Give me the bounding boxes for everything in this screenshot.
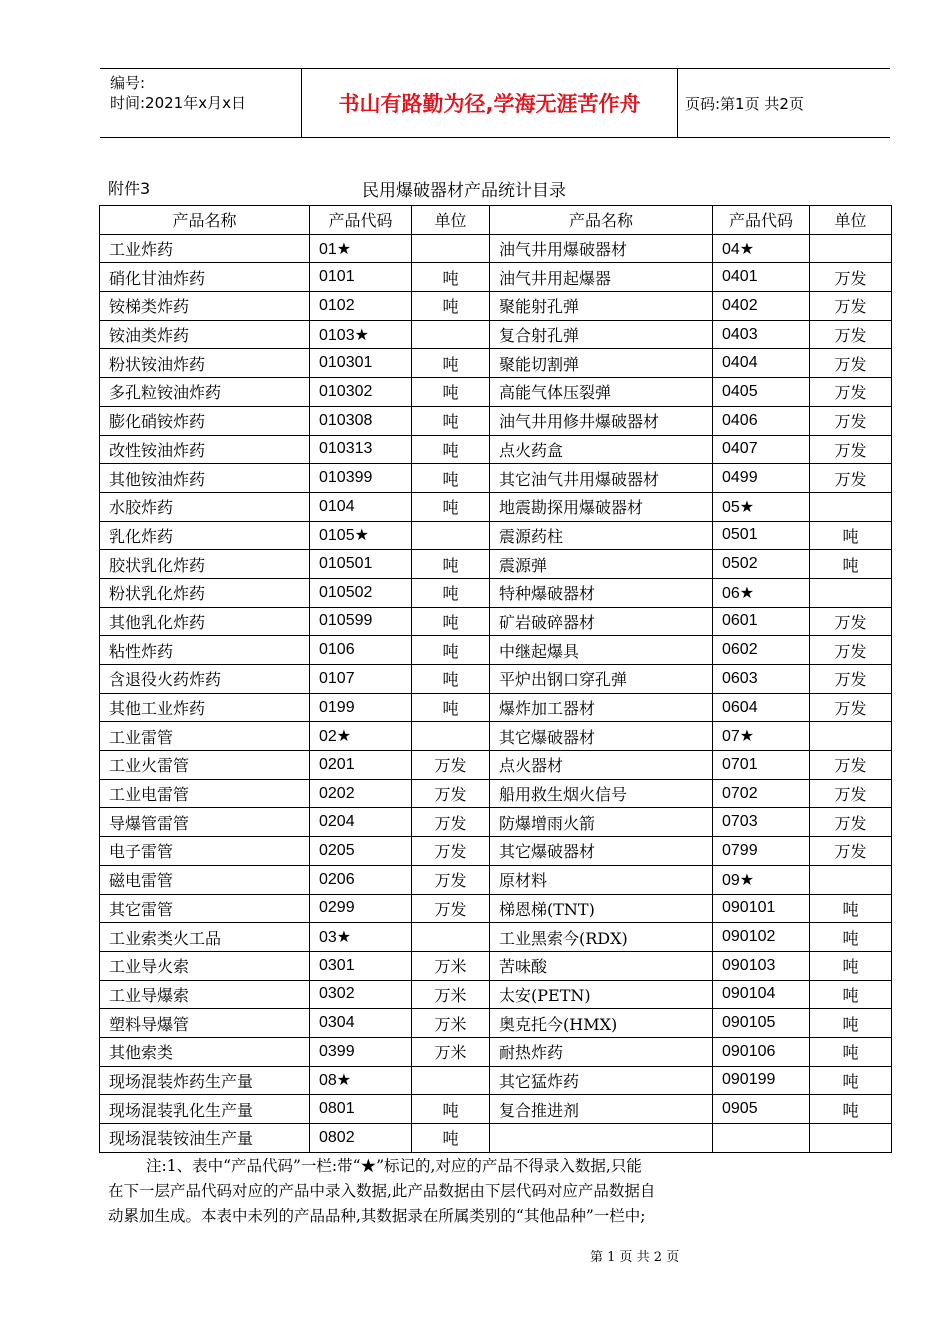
table-row: [100, 894, 892, 923]
product-name-cell: 复合推进剂: [490, 1095, 713, 1124]
product-code-cell: 0602: [713, 636, 810, 665]
product-code-cell: 010599: [310, 607, 412, 636]
product-name-cell: 聚能射孔弹: [490, 292, 713, 321]
unit-cell: [810, 1124, 892, 1153]
unit-cell: 万发: [810, 636, 892, 665]
table-row: [100, 837, 892, 866]
note-line: 动累加生成。本表中未列的产品品种,其数据录在所属类别的“其他品种”一栏中;: [108, 1207, 646, 1225]
table-row: [100, 578, 892, 607]
product-catalog-table: [99, 205, 892, 1153]
unit-cell: 吨: [810, 1066, 892, 1095]
product-name-cell: [490, 1124, 713, 1153]
product-code-cell: 0502: [713, 550, 810, 579]
product-code-cell: 010301: [310, 349, 412, 378]
product-code-cell: 090106: [713, 1037, 810, 1066]
product-code-cell: 0905: [713, 1095, 810, 1124]
product-name-cell: 膨化硝铵炸药: [100, 406, 310, 435]
table-row: [100, 1124, 892, 1153]
unit-cell: 吨: [412, 406, 490, 435]
column-header: 产品名称: [100, 206, 310, 235]
product-code-cell: 0202: [310, 779, 412, 808]
unit-cell: 吨: [412, 464, 490, 493]
unit-cell: 万发: [810, 435, 892, 464]
unit-cell: 吨: [412, 636, 490, 665]
product-code-cell: 0106: [310, 636, 412, 665]
product-name-cell: 工业导爆索: [100, 980, 310, 1009]
note-line: 在下一层产品代码对应的产品中录入数据,此产品数据由下层代码对应产品数据自: [108, 1182, 656, 1200]
table-row: [100, 292, 892, 321]
product-code-cell: 010502: [310, 578, 412, 607]
product-code-cell: 03★: [310, 923, 412, 952]
document-title: 民用爆破器材产品统计目录: [362, 181, 566, 201]
unit-cell: 万发: [412, 808, 490, 837]
product-name-cell: 高能气体压裂弹: [490, 378, 713, 407]
product-name-cell: 耐热炸药: [490, 1037, 713, 1066]
product-code-cell: 0204: [310, 808, 412, 837]
product-name-cell: 奥克托今(HMX): [490, 1009, 713, 1038]
unit-cell: 吨: [412, 1095, 490, 1124]
table-row: [100, 492, 892, 521]
product-name-cell: 工业导火索: [100, 951, 310, 980]
column-header: 单位: [810, 206, 892, 235]
product-code-cell: 0404: [713, 349, 810, 378]
product-name-cell: 胶状乳化炸药: [100, 550, 310, 579]
product-name-cell: 现场混装铵油生产量: [100, 1124, 310, 1153]
unit-cell: 吨: [412, 435, 490, 464]
product-code-cell: 0199: [310, 693, 412, 722]
product-code-cell: 0205: [310, 837, 412, 866]
table-row: [100, 1037, 892, 1066]
product-code-cell: 04★: [713, 234, 810, 263]
unit-cell: 万发: [412, 837, 490, 866]
product-code-cell: [713, 1124, 810, 1153]
product-code-cell: 0401: [713, 263, 810, 292]
product-name-cell: 工业电雷管: [100, 779, 310, 808]
product-name-cell: 其他索类: [100, 1037, 310, 1066]
product-code-cell: 0304: [310, 1009, 412, 1038]
unit-cell: 万发: [810, 607, 892, 636]
unit-cell: 万发: [810, 464, 892, 493]
product-name-cell: 其它油气井用爆破器材: [490, 464, 713, 493]
unit-cell: 吨: [810, 1037, 892, 1066]
table-row: [100, 234, 892, 263]
product-code-cell: 01★: [310, 234, 412, 263]
unit-cell: 万发: [810, 263, 892, 292]
header-page-info: 页码:第1页 共2页: [685, 94, 804, 113]
unit-cell: 万发: [810, 693, 892, 722]
product-name-cell: 磁电雷管: [100, 865, 310, 894]
unit-cell: 万发: [810, 779, 892, 808]
product-name-cell: 太安(PETN): [490, 980, 713, 1009]
table-row: [100, 722, 892, 751]
product-name-cell: 中继起爆具: [490, 636, 713, 665]
unit-cell: 吨: [810, 894, 892, 923]
unit-cell: 万发: [810, 406, 892, 435]
product-code-cell: 090105: [713, 1009, 810, 1038]
product-code-cell: 06★: [713, 578, 810, 607]
product-code-cell: 090101: [713, 894, 810, 923]
table-row: [100, 349, 892, 378]
unit-cell: 万发: [810, 665, 892, 694]
product-name-cell: 苦味酸: [490, 951, 713, 980]
unit-cell: 吨: [810, 521, 892, 550]
product-name-cell: 点火药盒: [490, 435, 713, 464]
table-row: [100, 751, 892, 780]
unit-cell: 万发: [810, 378, 892, 407]
product-name-cell: 铵梯类炸药: [100, 292, 310, 321]
product-code-cell: 0799: [713, 837, 810, 866]
unit-cell: 万发: [412, 779, 490, 808]
product-name-cell: 现场混装乳化生产量: [100, 1095, 310, 1124]
product-name-cell: 其它爆破器材: [490, 722, 713, 751]
table-row: [100, 693, 892, 722]
product-name-cell: 特种爆破器材: [490, 578, 713, 607]
unit-cell: 吨: [412, 292, 490, 321]
product-code-cell: 0703: [713, 808, 810, 837]
unit-cell: 吨: [412, 492, 490, 521]
product-code-cell: 090103: [713, 951, 810, 980]
table-row: [100, 521, 892, 550]
product-code-cell: 07★: [713, 722, 810, 751]
note-line: 注:1、表中“产品代码”一栏:带“★”标记的,对应的产品不得录入数据,只能: [146, 1157, 642, 1175]
product-code-cell: 010313: [310, 435, 412, 464]
unit-cell: 吨: [412, 263, 490, 292]
table-row: [100, 1095, 892, 1124]
product-name-cell: 粉状乳化炸药: [100, 578, 310, 607]
attachment-label: 附件3: [108, 179, 151, 198]
product-code-cell: 0302: [310, 980, 412, 1009]
column-header: 产品代码: [310, 206, 412, 235]
product-name-cell: 油气井用爆破器材: [490, 234, 713, 263]
product-code-cell: 09★: [713, 865, 810, 894]
unit-cell: [810, 722, 892, 751]
page-footer: 第 1 页 共 2 页: [590, 1250, 680, 1265]
table-row: [100, 808, 892, 837]
product-name-cell: 梯恩梯(TNT): [490, 894, 713, 923]
unit-cell: [810, 578, 892, 607]
product-name-cell: 工业索类火工品: [100, 923, 310, 952]
product-name-cell: 铵油类炸药: [100, 320, 310, 349]
product-name-cell: 船用救生烟火信号: [490, 779, 713, 808]
product-name-cell: 工业雷管: [100, 722, 310, 751]
product-name-cell: 震源弹: [490, 550, 713, 579]
table-row: [100, 665, 892, 694]
product-code-cell: 090102: [713, 923, 810, 952]
unit-cell: 吨: [412, 349, 490, 378]
unit-cell: [412, 521, 490, 550]
product-code-cell: 0407: [713, 435, 810, 464]
product-name-cell: 工业黑索今(RDX): [490, 923, 713, 952]
table-row: [100, 406, 892, 435]
product-name-cell: 多孔粒铵油炸药: [100, 378, 310, 407]
column-header: 产品名称: [490, 206, 713, 235]
header-meta: [110, 73, 246, 113]
product-name-cell: 其它爆破器材: [490, 837, 713, 866]
product-name-cell: 粉状铵油炸药: [100, 349, 310, 378]
table-row: [100, 1066, 892, 1095]
unit-cell: 吨: [412, 378, 490, 407]
unit-cell: 吨: [810, 951, 892, 980]
product-name-cell: 其他工业炸药: [100, 693, 310, 722]
unit-cell: 吨: [412, 607, 490, 636]
unit-cell: 吨: [412, 1124, 490, 1153]
document-number-label: 编号:: [110, 74, 146, 92]
table-row: [100, 779, 892, 808]
product-code-cell: 010302: [310, 378, 412, 407]
product-name-cell: 塑料导爆管: [100, 1009, 310, 1038]
product-code-cell: 0103★: [310, 320, 412, 349]
product-code-cell: 0405: [713, 378, 810, 407]
unit-cell: 万发: [810, 320, 892, 349]
product-name-cell: 水胶炸药: [100, 492, 310, 521]
product-name-cell: 其它雷管: [100, 894, 310, 923]
unit-cell: 吨: [412, 578, 490, 607]
product-code-cell: 0102: [310, 292, 412, 321]
unit-cell: [412, 722, 490, 751]
product-name-cell: 地震勘探用爆破器材: [490, 492, 713, 521]
unit-cell: 吨: [412, 665, 490, 694]
product-code-cell: 0104: [310, 492, 412, 521]
unit-cell: [412, 234, 490, 263]
table-row: [100, 923, 892, 952]
table-row: [100, 607, 892, 636]
product-code-cell: 010399: [310, 464, 412, 493]
table-row: [100, 865, 892, 894]
product-name-cell: 矿岩破碎器材: [490, 607, 713, 636]
product-name-cell: 其他乳化炸药: [100, 607, 310, 636]
unit-cell: 万发: [412, 751, 490, 780]
unit-cell: 吨: [810, 1095, 892, 1124]
product-code-cell: 0402: [713, 292, 810, 321]
product-code-cell: 0107: [310, 665, 412, 694]
product-code-cell: 05★: [713, 492, 810, 521]
unit-cell: 吨: [810, 550, 892, 579]
unit-cell: [810, 234, 892, 263]
unit-cell: [810, 492, 892, 521]
product-code-cell: 0406: [713, 406, 810, 435]
unit-cell: 万米: [412, 980, 490, 1009]
product-code-cell: 0399: [310, 1037, 412, 1066]
unit-cell: 万发: [810, 292, 892, 321]
product-name-cell: 工业火雷管: [100, 751, 310, 780]
product-name-cell: 聚能切割弹: [490, 349, 713, 378]
table-row: [100, 320, 892, 349]
product-name-cell: 硝化甘油炸药: [100, 263, 310, 292]
table-row: [100, 435, 892, 464]
table-row: [100, 980, 892, 1009]
table-row: [100, 1009, 892, 1038]
product-code-cell: 090199: [713, 1066, 810, 1095]
table-row: [100, 263, 892, 292]
unit-cell: 吨: [810, 1009, 892, 1038]
product-code-cell: 010501: [310, 550, 412, 579]
unit-cell: [412, 923, 490, 952]
unit-cell: 吨: [412, 550, 490, 579]
product-code-cell: 0206: [310, 865, 412, 894]
product-name-cell: 导爆管雷管: [100, 808, 310, 837]
product-code-cell: 090104: [713, 980, 810, 1009]
unit-cell: 万发: [810, 751, 892, 780]
unit-cell: 万发: [412, 865, 490, 894]
product-name-cell: 复合射孔弹: [490, 320, 713, 349]
product-name-cell: 震源药柱: [490, 521, 713, 550]
product-name-cell: 其它猛炸药: [490, 1066, 713, 1095]
product-name-cell: 油气井用修井爆破器材: [490, 406, 713, 435]
product-name-cell: 其他铵油炸药: [100, 464, 310, 493]
product-code-cell: 08★: [310, 1066, 412, 1095]
product-name-cell: 改性铵油炸药: [100, 435, 310, 464]
product-code-cell: 0101: [310, 263, 412, 292]
unit-cell: 万发: [810, 349, 892, 378]
column-header: 产品代码: [713, 206, 810, 235]
product-name-cell: 粘性炸药: [100, 636, 310, 665]
product-name-cell: 油气井用起爆器: [490, 263, 713, 292]
unit-cell: 万发: [810, 808, 892, 837]
column-header: 单位: [412, 206, 490, 235]
product-name-cell: 乳化炸药: [100, 521, 310, 550]
unit-cell: 万发: [810, 837, 892, 866]
table-row: [100, 636, 892, 665]
unit-cell: 万米: [412, 1009, 490, 1038]
product-code-cell: 0301: [310, 951, 412, 980]
unit-cell: 万米: [412, 951, 490, 980]
product-name-cell: 平炉出钢口穿孔弹: [490, 665, 713, 694]
product-code-cell: 0501: [713, 521, 810, 550]
unit-cell: [412, 320, 490, 349]
table-row: [100, 464, 892, 493]
document-time-label: 时间:2021年x月x日: [110, 94, 246, 112]
page-header: [100, 68, 890, 138]
product-code-cell: 0201: [310, 751, 412, 780]
product-code-cell: 0603: [713, 665, 810, 694]
unit-cell: 吨: [810, 923, 892, 952]
product-code-cell: 0601: [713, 607, 810, 636]
header-slogan: 书山有路勤为径,学海无涯苦作舟: [301, 69, 678, 137]
product-name-cell: 工业炸药: [100, 234, 310, 263]
product-name-cell: 防爆增雨火箭: [490, 808, 713, 837]
table-row: [100, 550, 892, 579]
unit-cell: 吨: [810, 980, 892, 1009]
product-code-cell: 0499: [713, 464, 810, 493]
table-row: [100, 378, 892, 407]
product-code-cell: 0299: [310, 894, 412, 923]
product-name-cell: 电子雷管: [100, 837, 310, 866]
product-name-cell: 原材料: [490, 865, 713, 894]
product-code-cell: 0701: [713, 751, 810, 780]
unit-cell: [412, 1066, 490, 1095]
unit-cell: 万米: [412, 1037, 490, 1066]
product-code-cell: 0801: [310, 1095, 412, 1124]
table-row: [100, 951, 892, 980]
product-code-cell: 010308: [310, 406, 412, 435]
product-name-cell: 现场混装炸药生产量: [100, 1066, 310, 1095]
product-code-cell: 0105★: [310, 521, 412, 550]
product-name-cell: 点火器材: [490, 751, 713, 780]
product-code-cell: 0802: [310, 1124, 412, 1153]
product-name-cell: 含退役火药炸药: [100, 665, 310, 694]
product-name-cell: 爆炸加工器材: [490, 693, 713, 722]
product-code-cell: 0702: [713, 779, 810, 808]
table-note: [108, 1154, 850, 1229]
unit-cell: 万发: [412, 894, 490, 923]
table-header-row: [100, 206, 892, 235]
product-code-cell: 02★: [310, 722, 412, 751]
unit-cell: [810, 865, 892, 894]
unit-cell: 吨: [412, 693, 490, 722]
product-code-cell: 0403: [713, 320, 810, 349]
product-code-cell: 0604: [713, 693, 810, 722]
